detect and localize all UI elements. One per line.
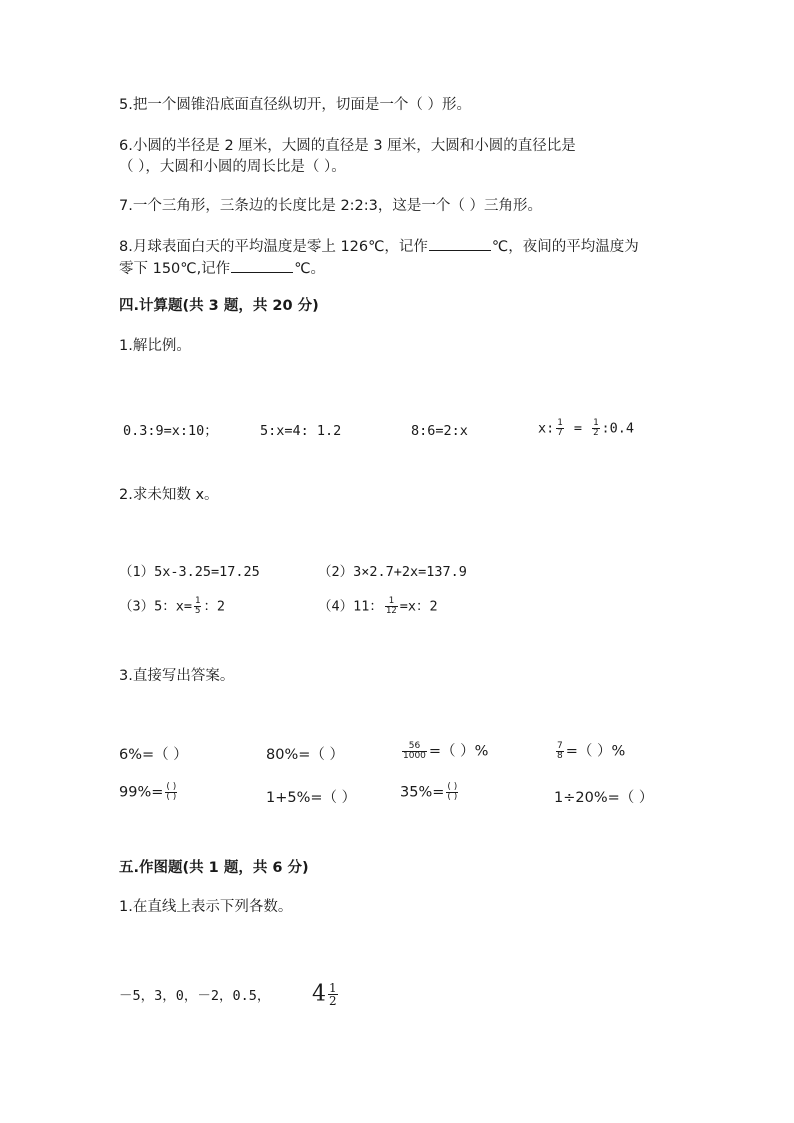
direct-answer-3-suffix: =（ ）%	[428, 743, 489, 760]
fraction-numerator: 1	[329, 981, 337, 995]
direct-answer-4-suffix: =（ ）%	[565, 743, 626, 760]
direct-answer-7-prefix: 35%=	[400, 784, 445, 801]
question-8-line2	[119, 260, 325, 277]
equation-3-suffix: ：2	[203, 598, 226, 615]
direct-answer-3	[400, 742, 488, 761]
fraction-denominator: 7	[557, 428, 563, 438]
fraction-denominator: ( )	[447, 792, 458, 802]
fraction-denominator: 2	[593, 428, 599, 438]
direct-answer-5	[119, 783, 179, 802]
calc-1-title: 1.解比例。	[119, 338, 191, 354]
direct-answer-1: 6%=（ ）	[119, 747, 188, 763]
direct-answer-2: 80%=（ ）	[266, 747, 344, 763]
fraction-numerator: 1	[593, 418, 599, 428]
proportion-d-prefix: x:	[538, 420, 555, 437]
fraction-denominator: 12	[385, 606, 397, 616]
equals-sign: =	[565, 420, 591, 437]
fraction-numerator: 7	[557, 741, 563, 751]
mixed-number-whole: 4	[312, 981, 326, 1007]
fraction-denominator: ( )	[166, 792, 177, 802]
fraction	[385, 597, 398, 616]
equation-item-4	[318, 597, 438, 616]
section-5-heading: 五.作图题(共 1 题，共 6 分)	[119, 860, 309, 876]
fraction	[402, 742, 427, 761]
question-6-line2: （ ），大圆和小圆的周长比是（ ）。	[119, 159, 346, 175]
mixed-number	[312, 982, 340, 1007]
equation-item-2: （2）3×2.7+2x=137.9	[318, 564, 467, 580]
fraction-denominator: 5	[195, 606, 201, 616]
equation-4-suffix: =x：2	[399, 598, 438, 615]
fraction	[328, 982, 338, 1007]
answer-blank	[231, 260, 293, 273]
fraction-denominator: 8	[557, 751, 563, 761]
proportion-item-a: 0.3:9=x:10；	[123, 423, 218, 439]
proportion-item-d	[538, 419, 634, 438]
equation-item-1: （1）5x-3.25=17.25	[119, 564, 260, 580]
number-list: －5，3，0，－2，0.5，	[119, 988, 271, 1004]
direct-answer-5-prefix: 99%=	[119, 784, 164, 801]
question-6-line1: 6.小圆的半径是 2 厘米，大圆的直径是 3 厘米，大圆和小圆的直径比是	[119, 138, 576, 154]
proportion-item-c: 8:6=2:x	[411, 423, 468, 439]
direct-answer-8: 1÷20%=（ ）	[554, 790, 654, 806]
question-8-text-b: ℃，夜间的平均温度为	[491, 239, 639, 255]
equation-item-3	[119, 597, 225, 616]
fraction-denominator: 1000	[403, 751, 426, 761]
question-8-text-a: 8.月球表面白天的平均温度是零上 126℃，记作	[119, 239, 428, 255]
fraction-numerator: 1	[557, 418, 563, 428]
direct-answer-7	[400, 783, 460, 802]
proportion-d-suffix: :0.4	[601, 420, 635, 437]
question-8-text-c: 零下 150℃,记作	[119, 261, 231, 277]
fraction	[194, 597, 201, 616]
fraction	[165, 783, 177, 802]
fraction-numerator: ( )	[166, 782, 177, 792]
answer-blank	[429, 238, 491, 251]
direct-answer-6: 1+5%=（ ）	[266, 790, 357, 806]
fraction	[446, 783, 458, 802]
fraction	[556, 742, 564, 761]
fraction-numerator: 1	[388, 596, 395, 606]
section-4-heading: 四.计算题(共 3 题，共 20 分)	[119, 298, 319, 314]
fraction	[592, 419, 599, 438]
fraction-numerator: ( )	[447, 782, 458, 792]
fraction	[556, 419, 563, 438]
question-8-line1	[119, 238, 639, 255]
calc-2-title: 2.求未知数 x。	[119, 487, 219, 503]
equation-3-prefix: （3）5：x=	[119, 598, 193, 615]
proportion-item-b: 5:x=4: 1.2	[260, 423, 342, 439]
question-8-text-d: ℃。	[294, 261, 325, 277]
draw-1-title: 1.在直线上表示下列各数。	[119, 899, 293, 915]
question-5: 5.把一个圆锥沿底面直径纵切开，切面是一个（ ）形。	[119, 97, 471, 113]
calc-3-title: 3.直接写出答案。	[119, 668, 235, 684]
fraction-denominator: 2	[329, 994, 337, 1008]
fraction-numerator: 1	[195, 596, 201, 606]
direct-answer-4	[554, 742, 625, 761]
equation-4-prefix: （4）11：	[318, 598, 383, 615]
fraction-numerator: 56	[408, 741, 421, 751]
question-7: 7.一个三角形，三条边的长度比是 2:2:3，这是一个（ ）三角形。	[119, 198, 542, 214]
